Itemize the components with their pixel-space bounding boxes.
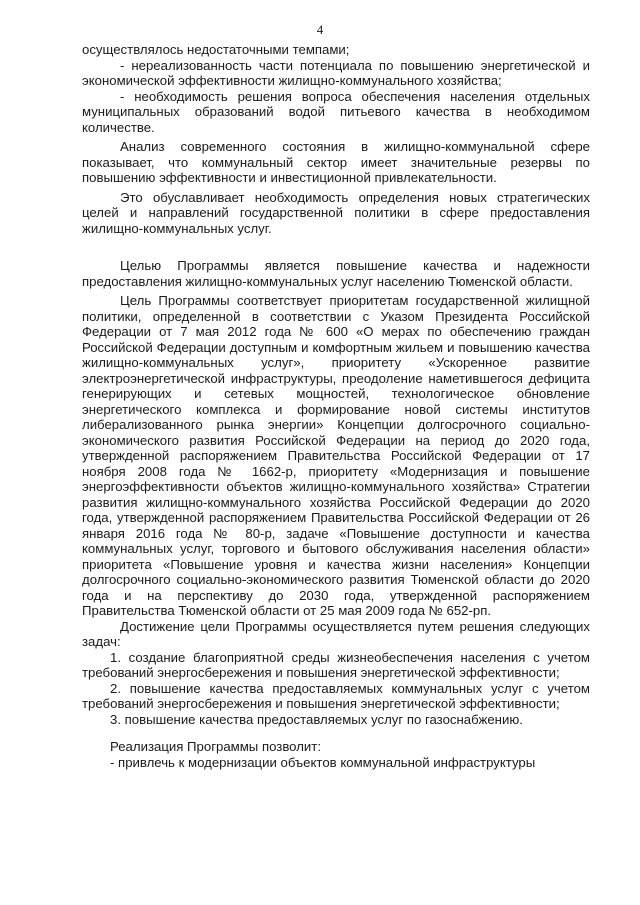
list-item: - нереализованность части потенциала по повышению энергетической и экономической эффективности жилищно-коммунального хозяйства;: [82, 57, 590, 88]
paragraph: Анализ современного состояния в жилищно-коммунальной сфере показывает, что коммунальный сектор имеет значительные резервы по повышению эффективности и инвестиционной привлекательности.: [82, 139, 590, 185]
paragraph: Цель Программы соответствует приоритетам государственной жилищной политики, определенной в соответствии с Указом Президента Российской Федерации от 7 мая 2012 года № 600 «О мерах по обеспечению граждан Российской Федерации доступным и комфортным жильем и повышению качества жилищно-коммунальных услуг», приоритету «Ускоренное развитие электроэнергетической инфраструктуры, преодоление наметившегося дефицита генерирующих и сетевых мощностей, технологическое обновление энергетического комплекса и формирование новой системы институтов либерализованного рынка энергии» Концепции долгосрочного социально-экономического развития Российской Федерации на период до 2020 года, утвержденной распоряжением Правительства Российской Федерации от 17 ноября 2008 года № 1662-р, приоритету «Модернизация и повышение энергоэффективности объектов жилищно-коммунального хозяйства» Стратегии развития жилищно-коммунального хозяйства Российской Федерации до 2020 года, утвержденной распоряжением Правительства Российской Федерации от 26 января 2016 года № 80-р, задаче «Повышение доступности и качества коммунальных услуг, торгового и бытового обслуживания населения области» приоритета «Повышение уровня и качества жизни населения» Концепции долгосрочного социально-экономического развития Тюменской области до 2020 года и на перспективу до 2030 года, утвержденной распоряжением Правительства Тюменской области от 25 мая 2009 года № 652-рп.: [82, 293, 590, 618]
list-item: - привлечь к модернизации объектов коммунальной инфраструктуры: [110, 754, 536, 770]
paragraph: Достижение цели Программы осуществляется путем решения следующих задач:: [82, 618, 590, 649]
paragraph: Реализация Программы позволит:: [110, 739, 321, 754]
document-body: [82, 42, 590, 770]
list-item: - необходимость решения вопроса обеспечения населения отдельных муниципальных образований водой питьевого качества в необходимом количестве.: [82, 88, 590, 135]
list-item: 3. повышение качества предоставляемых услуг по газоснабжению.: [110, 711, 523, 727]
paragraph: Это обуславливает необходимость определения новых стратегических целей и направлений государственной политики в сфере предоставления жилищно-коммунальных услуг.: [82, 189, 590, 236]
page-number: 4: [316, 22, 324, 37]
list-item: 2. повышение качества предоставляемых коммунальных услуг с учетом требований энергосбережения и повышения энергетической эффективности;: [82, 680, 590, 711]
paragraph: осуществлялось недостаточными темпами;: [82, 42, 350, 57]
list-item: 1. создание благоприятной среды жизнеобеспечения населения с учетом требований энергосбережения и повышения энергетической эффективности;: [82, 649, 590, 680]
paragraph: Целью Программы является повышение качества и надежности предоставления жилищно-коммунальных услуг населению Тюменской области.: [82, 258, 590, 289]
